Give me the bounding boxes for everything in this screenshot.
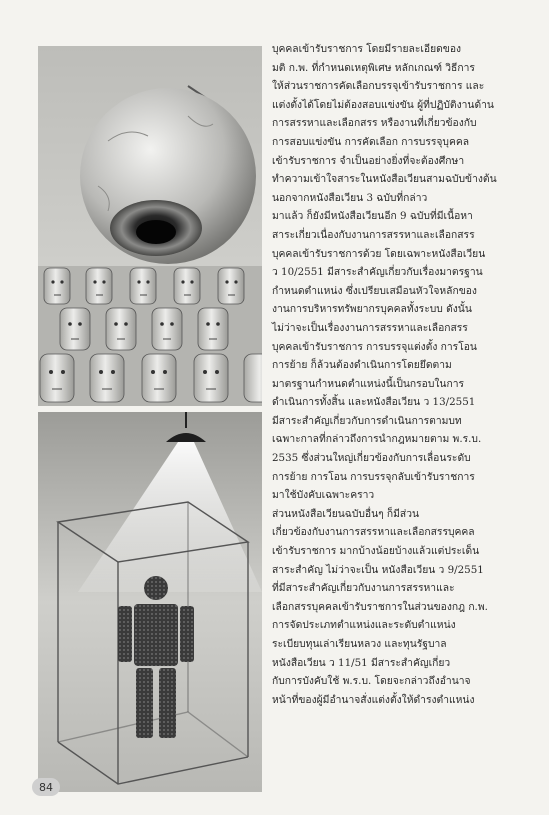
eye-and-heads-graphic xyxy=(38,46,262,406)
paragraph-2: นอกจากหนังสือเวียน 3 ฉบับที่กล่าว มาแล้ว ก็ยังมีหนังสือเวียนอีก 9 ฉบับที่มีเนื้อหา สาระเกี่ยวเนื่องกับงานการสรรหาและเลือกสรร บุคคลเข้ารับราชการด้วย โดยเฉพาะหนังสือเวียน ว 10/2551 มีสาระสำคัญเกี่ยวกับเรื่องมาตรฐาน กำหนดตำแหน่ง ซึ่งเปรียบเสมือนหัวใจหลักของ งานการบริหารทรัพยากรบุคคลทั้งระบบ ดังนั้น ไม่ว่าจะเป็นเรื่องงานการสรรหาและเลือกสรร บุคคลเข้ารับราชการ การบรรจุแต่งตั้ง การโอน การย้าย ก็ล้วนต้องดำเนินการโดยยึดตาม มาตรฐานกำหนดตำแหน่งนี้เป็นกรอบในการ ดำเนินการทั้งสิ้น และหนังสือเวียน ว 13/2551 มีสาระสำคัญเกี่ยวกับการดำเนินการตามบท เฉพาะกาลที่กล่าวถึงการนำกฎหมายตาม พ.ร.บ. 2535 ซึ่งส่วนใหญ่เกี่ยวข้องกับการเลื่อนระดับ การย้าย การโอน การบรรจุกลับเข้ารับราชการ มาใช้บังคับเฉพาะคราว xyxy=(272,191,486,502)
eye-and-heads-illustration xyxy=(38,46,262,406)
paragraph-4: หนังสือเวียน ว 11/51 มีสาระสำคัญเกี่ยว กับการบังคับใช้ พ.ร.บ. โดยจะกล่าวถึงอำนาจ หน้าที่ของผู้มีอำนาจสั่งแต่งตั้งให้ดำรงตำแหน่ง xyxy=(272,656,475,706)
page-number: 84 xyxy=(32,778,60,796)
person-in-glass-box-illustration xyxy=(38,412,262,792)
glass-box-graphic xyxy=(38,412,262,792)
paragraph-1: บุคคลเข้ารับราชการ โดยมีรายละเอียดของ มติ ก.พ. ที่กำหนดเหตุพิเศษ หลักเกณฑ์ วิธีการ ให้ส่วนราชการคัดเลือกบรรจุเข้ารับราชการ และ แต่งตั้งได้โดยไม่ต้องสอบแข่งขัน ผู้ที่ปฏิบัติงานด้าน การสรรหาและเลือกสรร หรืองานที่เกี่ยวข้องกับ การสอบแข่งขัน การคัดเลือก การบรรจุบุคคล เข้ารับราชการ จำเป็นอย่างยิ่งที่จะต้องศึกษา ทำความเข้าใจสาระในหนังสือเวียนสามฉบับข้างต้น xyxy=(272,43,497,186)
body-text-column xyxy=(272,40,504,709)
paragraph-3: ส่วนหนังสือเวียนฉบับอื่นๆ ก็มีส่วน เกี่ยวข้องกับงานการสรรหาและเลือกสรรบุคคล เข้ารับราชการ มากบ้างน้อยบ้างแล้วแต่ประเด็น สาระสำคัญ ไม่ว่าจะเป็น หนังสือเวียน ว 9/2551 ที่มีสาระสำคัญเกี่ยวกับงานการสรรหาและ เลือกสรรบุคคลเข้ารับราชการในส่วนของกฎ ก.พ. การจัดประเภทตำแหน่งและระดับตำแหน่ง ระเบียบทุนเล่าเรียนหลวง และทุนรัฐบาล xyxy=(272,507,488,650)
